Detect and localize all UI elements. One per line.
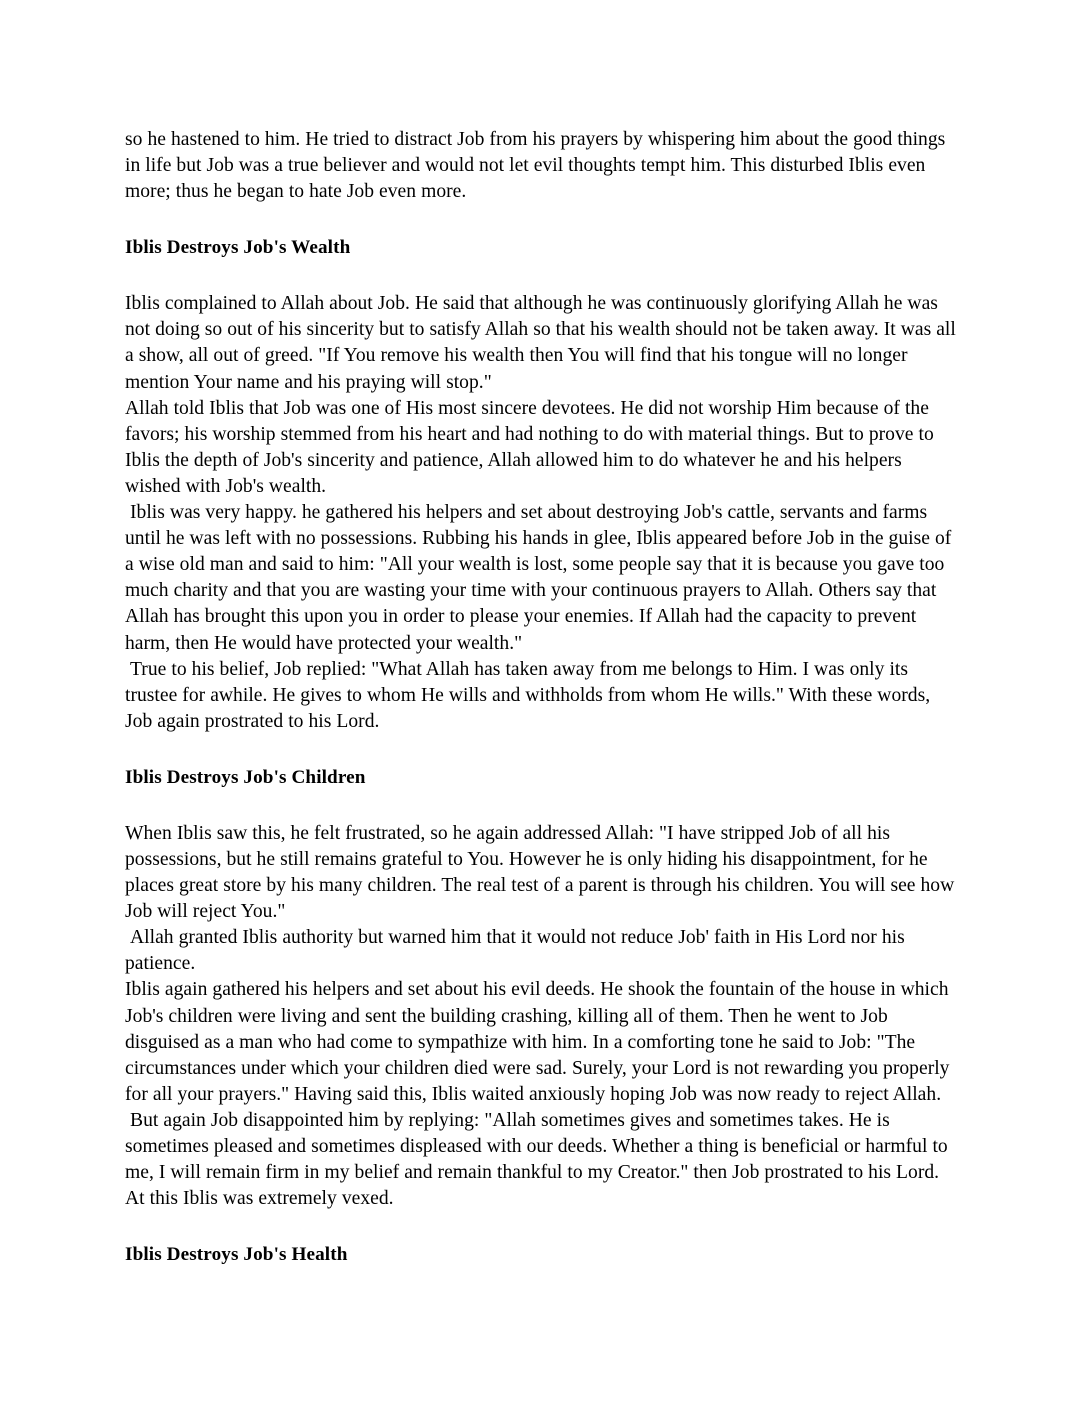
- intro-paragraph: so he hastened to him. He tried to distract Job from his prayers by whispering him about the good things in life but Job was a true believer and would not let evil thoughts tempt him. This disturbed Iblis even more; thus he began to hate Job even more.: [125, 129, 951, 203]
- heading-health: Iblis Destroys Job's Health: [125, 1244, 348, 1266]
- children-paragraph-2: Allah granted Iblis authority but warned him that it would not reduce Job' faith in His Lord nor his patience.: [125, 927, 910, 975]
- wealth-paragraph-1: Iblis complained to Allah about Job. He said that although he was continuously glorifying Allah he was not doing so out of his sincerity but to satisfy Allah so that his wealth should not be taken away. It was all a show, all out of greed. "If You remove his wealth then You will find that his tongue will no longer mention Your name and his praying will stop.": [125, 293, 961, 393]
- wealth-paragraph-2: Allah told Iblis that Job was one of His most sincere devotees. He did not worship Him because of the favors; his worship stemmed from his heart and had nothing to do with material things. But to prove to Iblis the depth of Job's sincerity and patience, Allah allowed him to do whatever he and his helpers wished with Job's wealth.: [125, 397, 939, 497]
- heading-wealth: Iblis Destroys Job's Wealth: [125, 237, 351, 259]
- spacer-before-heading-wealth: [125, 205, 957, 235]
- heading-children: Iblis Destroys Job's Children: [125, 766, 366, 788]
- spacer-before-heading-children: [125, 735, 957, 765]
- document-text-column: [125, 127, 961, 1268]
- spacer-after-heading-children: [125, 791, 957, 821]
- children-paragraph-4: But again Job disappointed him by replying: "Allah sometimes gives and sometimes takes. He is sometimes pleased and sometimes displeased with our deeds. Whether a thing is beneficial or harmful to me, I will remain firm in my belief and remain thankful to my Creator." then Job prostrated to his Lord. At this Iblis was extremely vexed.: [125, 1109, 953, 1210]
- wealth-paragraph-4: True to his belief, Job replied: "What Allah has taken away from me belongs to Him. I was only its trustee for awhile. He gives to whom He wills and withholds from whom He wills." With these words, Job again prostrated to his Lord.: [125, 658, 936, 732]
- spacer-before-heading-health: [125, 1212, 957, 1242]
- wealth-paragraph-3: Iblis was very happy. he gathered his helpers and set about destroying Job's cattle, servants and farms until he was left with no possessions. Rubbing his hands in glee, Iblis appeared before Job in the guise of a wise old man and said to him: "All your wealth is lost, some people say that it is because you gave too much charity and that you are wasting your time with your continuous prayers to Allah. Others say that Allah has brought this upon you in order to please your enemies. If Allah had the capacity to prevent harm, then He would have protected your wealth.": [125, 502, 957, 654]
- spacer-after-heading-wealth: [125, 261, 957, 291]
- children-paragraph-3: Iblis again gathered his helpers and set about his evil deeds. He shook the fountain of the house in which Job's children were living and sent the building crashing, killing all of them. Then he went to Job disguised as a man who had come to sympathize with him. In a comforting tone he said to Job: "The circumstances under which your children died were sad. Surely, your Lord is not rewarding you properly for all your prayers." Having said this, Iblis waited anxiously hoping Job was now ready to reject Allah.: [125, 979, 955, 1105]
- children-paragraph-1: When Iblis saw this, he felt frustrated, so he again addressed Allah: "I have stripped Job of all his possessions, but he still remains grateful to You. However he is only hiding his disappointment, for he places great store by his many children. The real test of a parent is through his children. You will see how Job will reject You.": [125, 822, 960, 923]
